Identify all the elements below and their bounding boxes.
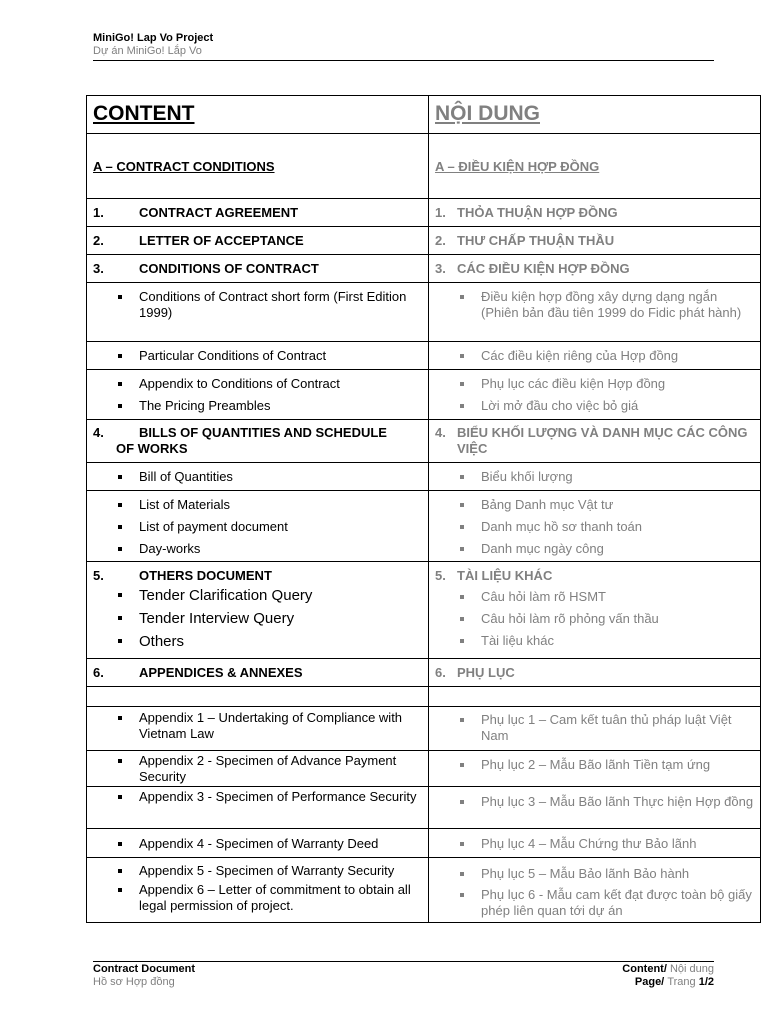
table-row: 4. BILLS OF QUANTITIES AND SCHEDULE OF WORKS 4. BIỂU KHỐI LƯỢNG VÀ DANH MỤC CÁC CÔNG VIỆC xyxy=(87,420,761,463)
heading-content: CONTENT xyxy=(93,102,195,125)
item-label-vn: PHỤ LỤC xyxy=(457,665,515,680)
list-item-vn: Danh mục ngày công xyxy=(435,541,754,557)
table-row xyxy=(87,491,761,562)
list-item: Appendix 4 - Specimen of Warranty Deed xyxy=(93,836,422,852)
table-row xyxy=(87,751,761,787)
page-number: 1/2 xyxy=(698,976,714,988)
table-row-empty xyxy=(87,687,761,707)
section-title-vn: A – ĐIỀU KIỆN HỢP ĐỒNG xyxy=(435,159,600,174)
table-row xyxy=(87,342,761,370)
list-item: Appendix 3 - Specimen of Performance Security xyxy=(93,789,422,805)
content-table xyxy=(86,95,761,923)
page-footer: Contract Document Content/ Nội dung Hồ sơ Hợp đồng Page/ Trang 1/2 xyxy=(93,963,714,988)
table-row xyxy=(87,96,761,134)
table-row xyxy=(87,283,761,342)
section-title: A – CONTRACT CONDITIONS xyxy=(93,159,275,174)
heading-noi-dung: NỘI DUNG xyxy=(435,102,540,125)
table-row xyxy=(87,463,761,491)
item-label: BILLS OF QUANTITIES AND SCHEDULE xyxy=(139,425,387,440)
item-label: APPENDICES & ANNEXES xyxy=(139,665,303,680)
item-label-vn: TÀI LIỆU KHÁC xyxy=(457,568,553,583)
item-label-vn: CÁC ĐIỀU KIỆN HỢP ĐỒNG xyxy=(457,261,630,276)
table-row: 1. CONTRACT AGREEMENT 1. THỎA THUẬN HỢP ĐỒNG xyxy=(87,199,761,227)
table-row xyxy=(87,134,761,199)
table-row: 3. CONDITIONS OF CONTRACT 3. CÁC ĐIỀU KIỆN HỢP ĐỒNG xyxy=(87,255,761,283)
table-row xyxy=(87,707,761,751)
project-title-vn: Dự án MiniGo! Lắp Vo xyxy=(93,45,202,57)
list-item: Conditions of Contract short form (First Edition 1999) xyxy=(93,289,422,321)
list-item-vn: Phụ lục 2 – Mẫu Bão lãnh Tiền tạm ứng xyxy=(435,757,754,773)
list-item-vn: Câu hỏi làm rõ HSMT xyxy=(435,589,754,605)
table-row: 6. APPENDICES & ANNEXES 6. PHỤ LỤC xyxy=(87,659,761,687)
table-row xyxy=(87,787,761,829)
table-row xyxy=(87,858,761,923)
list-item: List of payment document xyxy=(93,519,422,535)
list-item-vn: Phụ lục các điều kiện Hợp đồng xyxy=(435,376,754,392)
table-row: 2. LETTER OF ACCEPTANCE 2. THƯ CHẤP THUẬN THẦU xyxy=(87,227,761,255)
item-label-vn: THƯ CHẤP THUẬN THẦU xyxy=(457,233,615,248)
list-item: Others xyxy=(93,630,422,653)
list-item: Tender Clarification Query xyxy=(93,584,422,607)
list-item: Appendix to Conditions of Contract xyxy=(93,376,422,392)
list-item-vn: Lời mở đầu cho việc bỏ giá xyxy=(435,398,754,414)
list-item: Appendix 2 - Specimen of Advance Payment Security xyxy=(93,753,422,785)
list-item: Appendix 5 - Specimen of Warranty Security xyxy=(93,863,422,879)
table-row: 5. OTHERS DOCUMENT Tender Clarification Query Tender Interview Query Others 5. TÀI LIỆU KHÁC Câu hỏi làm rõ HSMT Câu hỏi làm rõ phỏng vấn thầu Tài liệu khác xyxy=(87,562,761,659)
list-item: Appendix 1 – Undertaking of Compliance with Vietnam Law xyxy=(93,710,422,742)
list-item-vn: Tài liệu khác xyxy=(435,633,754,649)
list-item-vn: Điều kiện hợp đồng xây dựng dạng ngắn (Phiên bản đầu tiên 1999 do Fidic phát hành) xyxy=(435,289,754,321)
list-item-vn: Các điều kiện riêng của Hợp đồng xyxy=(435,348,754,364)
list-item-vn: Phụ lục 6 - Mẫu cam kết đạt được toàn bộ giấy phép liên quan tới dự án xyxy=(435,887,754,919)
table-row xyxy=(87,829,761,858)
item-label: LETTER OF ACCEPTANCE xyxy=(139,233,304,248)
list-item-vn: Phụ lục 3 – Mẫu Bão lãnh Thực hiện Hợp đồng xyxy=(435,794,754,810)
table-row xyxy=(87,370,761,420)
item-label: CONDITIONS OF CONTRACT xyxy=(139,261,319,276)
list-item: The Pricing Preambles xyxy=(93,398,422,414)
list-item: Appendix 6 – Letter of commitment to obtain all legal permission of project. xyxy=(93,882,422,914)
list-item: Particular Conditions of Contract xyxy=(93,348,422,364)
page-header xyxy=(93,32,714,61)
list-item: Day-works xyxy=(93,541,422,557)
footer-doc-title: Contract Document xyxy=(93,963,196,975)
list-item: List of Materials xyxy=(93,497,422,513)
list-item: Tender Interview Query xyxy=(93,607,422,630)
item-label-vn: THỎA THUẬN HỢP ĐỒNG xyxy=(457,205,618,220)
project-title: MiniGo! Lap Vo Project xyxy=(93,32,214,44)
item-label: CONTRACT AGREEMENT xyxy=(139,205,299,220)
list-item-vn: Phụ lục 5 – Mẫu Bảo lãnh Bảo hành xyxy=(435,866,754,882)
list-item-vn: Bảng Danh mục Vật tư xyxy=(435,497,754,513)
list-item-vn: Danh mục hồ sơ thanh toán xyxy=(435,519,754,535)
item-label-vn: BIỂU KHỐI LƯỢNG VÀ DANH MỤC CÁC CÔNG VIỆC xyxy=(457,425,748,456)
footer-content-label: Content/ xyxy=(622,963,667,975)
list-item-vn: Phụ lục 4 – Mẫu Chứng thư Bảo lãnh xyxy=(435,836,754,852)
footer-page-label: Page/ xyxy=(634,976,665,988)
footer-doc-title-vn: Hồ sơ Hợp đồng xyxy=(93,976,175,988)
list-item-vn: Câu hỏi làm rõ phỏng vấn thầu xyxy=(435,611,754,627)
list-item-vn: Biểu khối lượng xyxy=(435,469,754,485)
item-label: OTHERS DOCUMENT xyxy=(139,568,272,583)
list-item: Bill of Quantities xyxy=(93,469,422,485)
list-item-vn: Phụ lục 1 – Cam kết tuân thủ pháp luật Việt Nam xyxy=(435,712,754,744)
